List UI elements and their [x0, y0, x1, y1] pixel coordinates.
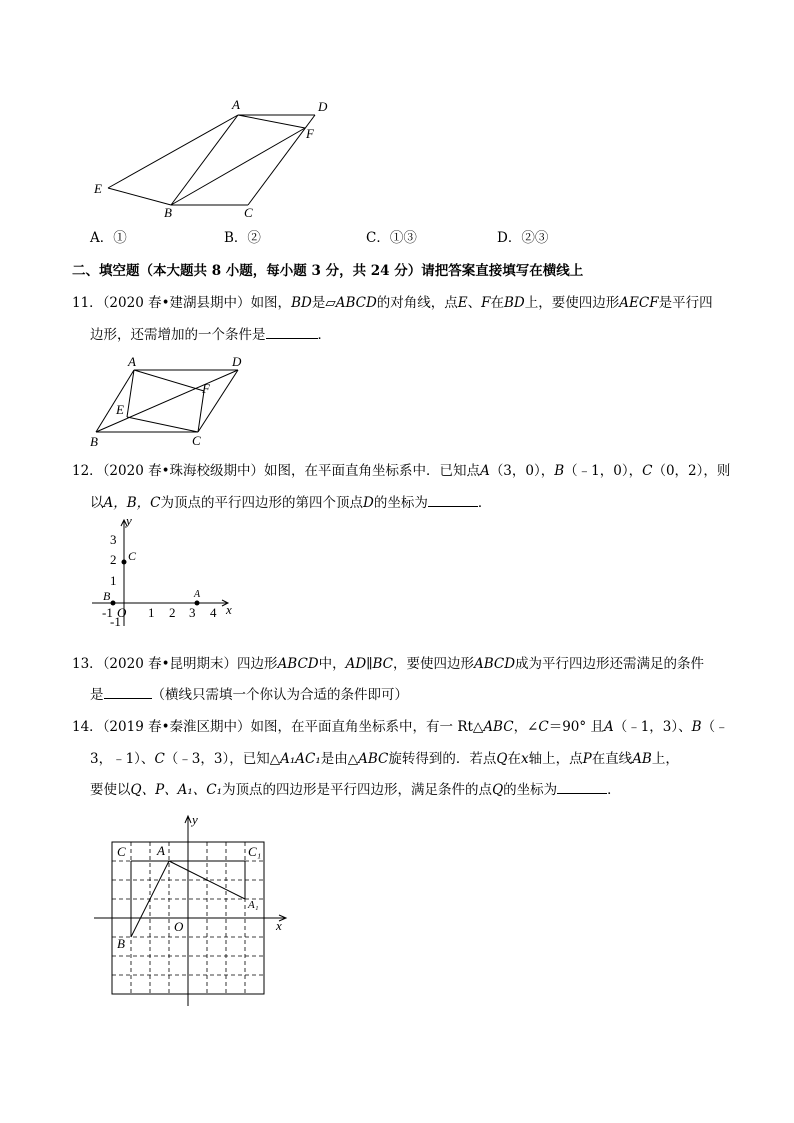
- label-C: C: [244, 205, 253, 220]
- y-tick-neg1: -1: [110, 614, 121, 629]
- label-C: C: [192, 433, 201, 448]
- y-tick-3: 3: [110, 532, 117, 547]
- answer-blank[interactable]: [557, 781, 607, 794]
- q12-line1: 12．（2020 春•珠海校级期中）如图，在平面直角坐标系中．已知点A（3，0），B（﹣1，0），C（0，2），则: [72, 463, 731, 479]
- y-tick-1: 1: [110, 573, 117, 588]
- x-axis-label: x: [276, 918, 282, 933]
- label-B: B: [164, 205, 172, 220]
- x-tick-3: 3: [189, 605, 196, 620]
- q10-option-a: A．①: [90, 230, 127, 246]
- x-tick-2: 2: [169, 605, 176, 620]
- y-tick-2: 2: [110, 552, 117, 567]
- label-D: D: [318, 99, 328, 114]
- q14-line3: 要使以Q、P、A₁、C₁为顶点的四边形是平行四边形，满足条件的点Q的坐标为 ．: [90, 782, 621, 798]
- label-A: A: [128, 354, 136, 369]
- point-A: [195, 601, 200, 606]
- q10-option-d: D．②③: [497, 230, 549, 246]
- q11-line1: 11．（2020 春•建湖县期中）如图，BD是▱ABCD的对角线，点E、F在BD上，要使四边形AECF是平行四: [72, 295, 713, 311]
- x-axis-label: x: [226, 602, 232, 617]
- q10-option-c: C．①③: [366, 230, 417, 246]
- label-F: F: [306, 126, 314, 141]
- y-axis-label: y: [126, 514, 132, 528]
- origin-label: O: [117, 605, 127, 620]
- answer-blank[interactable]: [428, 494, 478, 507]
- x-tick-neg1: -1: [102, 605, 113, 620]
- label-C: C: [117, 844, 126, 859]
- point-C: [122, 560, 127, 565]
- q13-line1: 13．（2020 春•昆明期末）四边形ABCD中，AD∥BC，要使四边形ABCD成为平行四边形还需满足的条件: [72, 656, 705, 672]
- label-A: A: [232, 97, 240, 112]
- q10-option-b: B．②: [224, 230, 261, 246]
- label-C1: C₁: [248, 844, 262, 859]
- label-F: F: [202, 381, 210, 396]
- label-B: B: [117, 936, 125, 951]
- x-tick-4: 4: [210, 605, 217, 620]
- q14-line1: 14．（2019 春•秦淮区期中）如图，在平面直角坐标系中，有一 Rt△ABC，∠C＝90° 且A（﹣1，3）、B（﹣: [72, 719, 729, 735]
- section-2-heading: 二、填空题（本大题共 8 小题，每小题 3 分，共 24 分）请把答案直接填写在横线上: [72, 263, 584, 279]
- label-A1: A₁: [248, 899, 259, 911]
- point-C-label: C: [128, 549, 137, 563]
- q13-line2: 是 （横线只需填一个你认为合适的条件即可）: [90, 687, 408, 703]
- x-tick-1: 1: [148, 605, 155, 620]
- answer-blank[interactable]: [266, 326, 318, 339]
- figure-q14-grid-graph: [90, 812, 300, 1008]
- label-B: B: [90, 434, 98, 449]
- point-B: [111, 601, 116, 606]
- point-A-label: A: [194, 589, 201, 600]
- label-E: E: [116, 402, 124, 417]
- origin-label: O: [174, 919, 184, 934]
- figure-q10-parallelogram: [80, 95, 360, 225]
- label-E: E: [94, 181, 102, 196]
- answer-blank[interactable]: [104, 686, 152, 699]
- figure-q12-coordinate-graph: [88, 514, 238, 630]
- q12-line2: 以A，B，C为顶点的平行四边形的第四个顶点D的坐标为 ．: [90, 495, 492, 511]
- label-A: A: [157, 843, 165, 858]
- y-axis-label: y: [192, 812, 198, 827]
- label-D: D: [232, 354, 242, 369]
- point-B-label: B: [103, 589, 111, 603]
- q11-line2: 边形，还需增加的一个条件是 ．: [90, 327, 331, 343]
- q14-line2: 3，﹣1）、C（﹣3，3），已知△A₁AC₁是由△ABC旋转得到的．若点Q在x轴上，点P在直线AB上，: [90, 751, 679, 767]
- figure-q11-parallelogram: [86, 352, 256, 450]
